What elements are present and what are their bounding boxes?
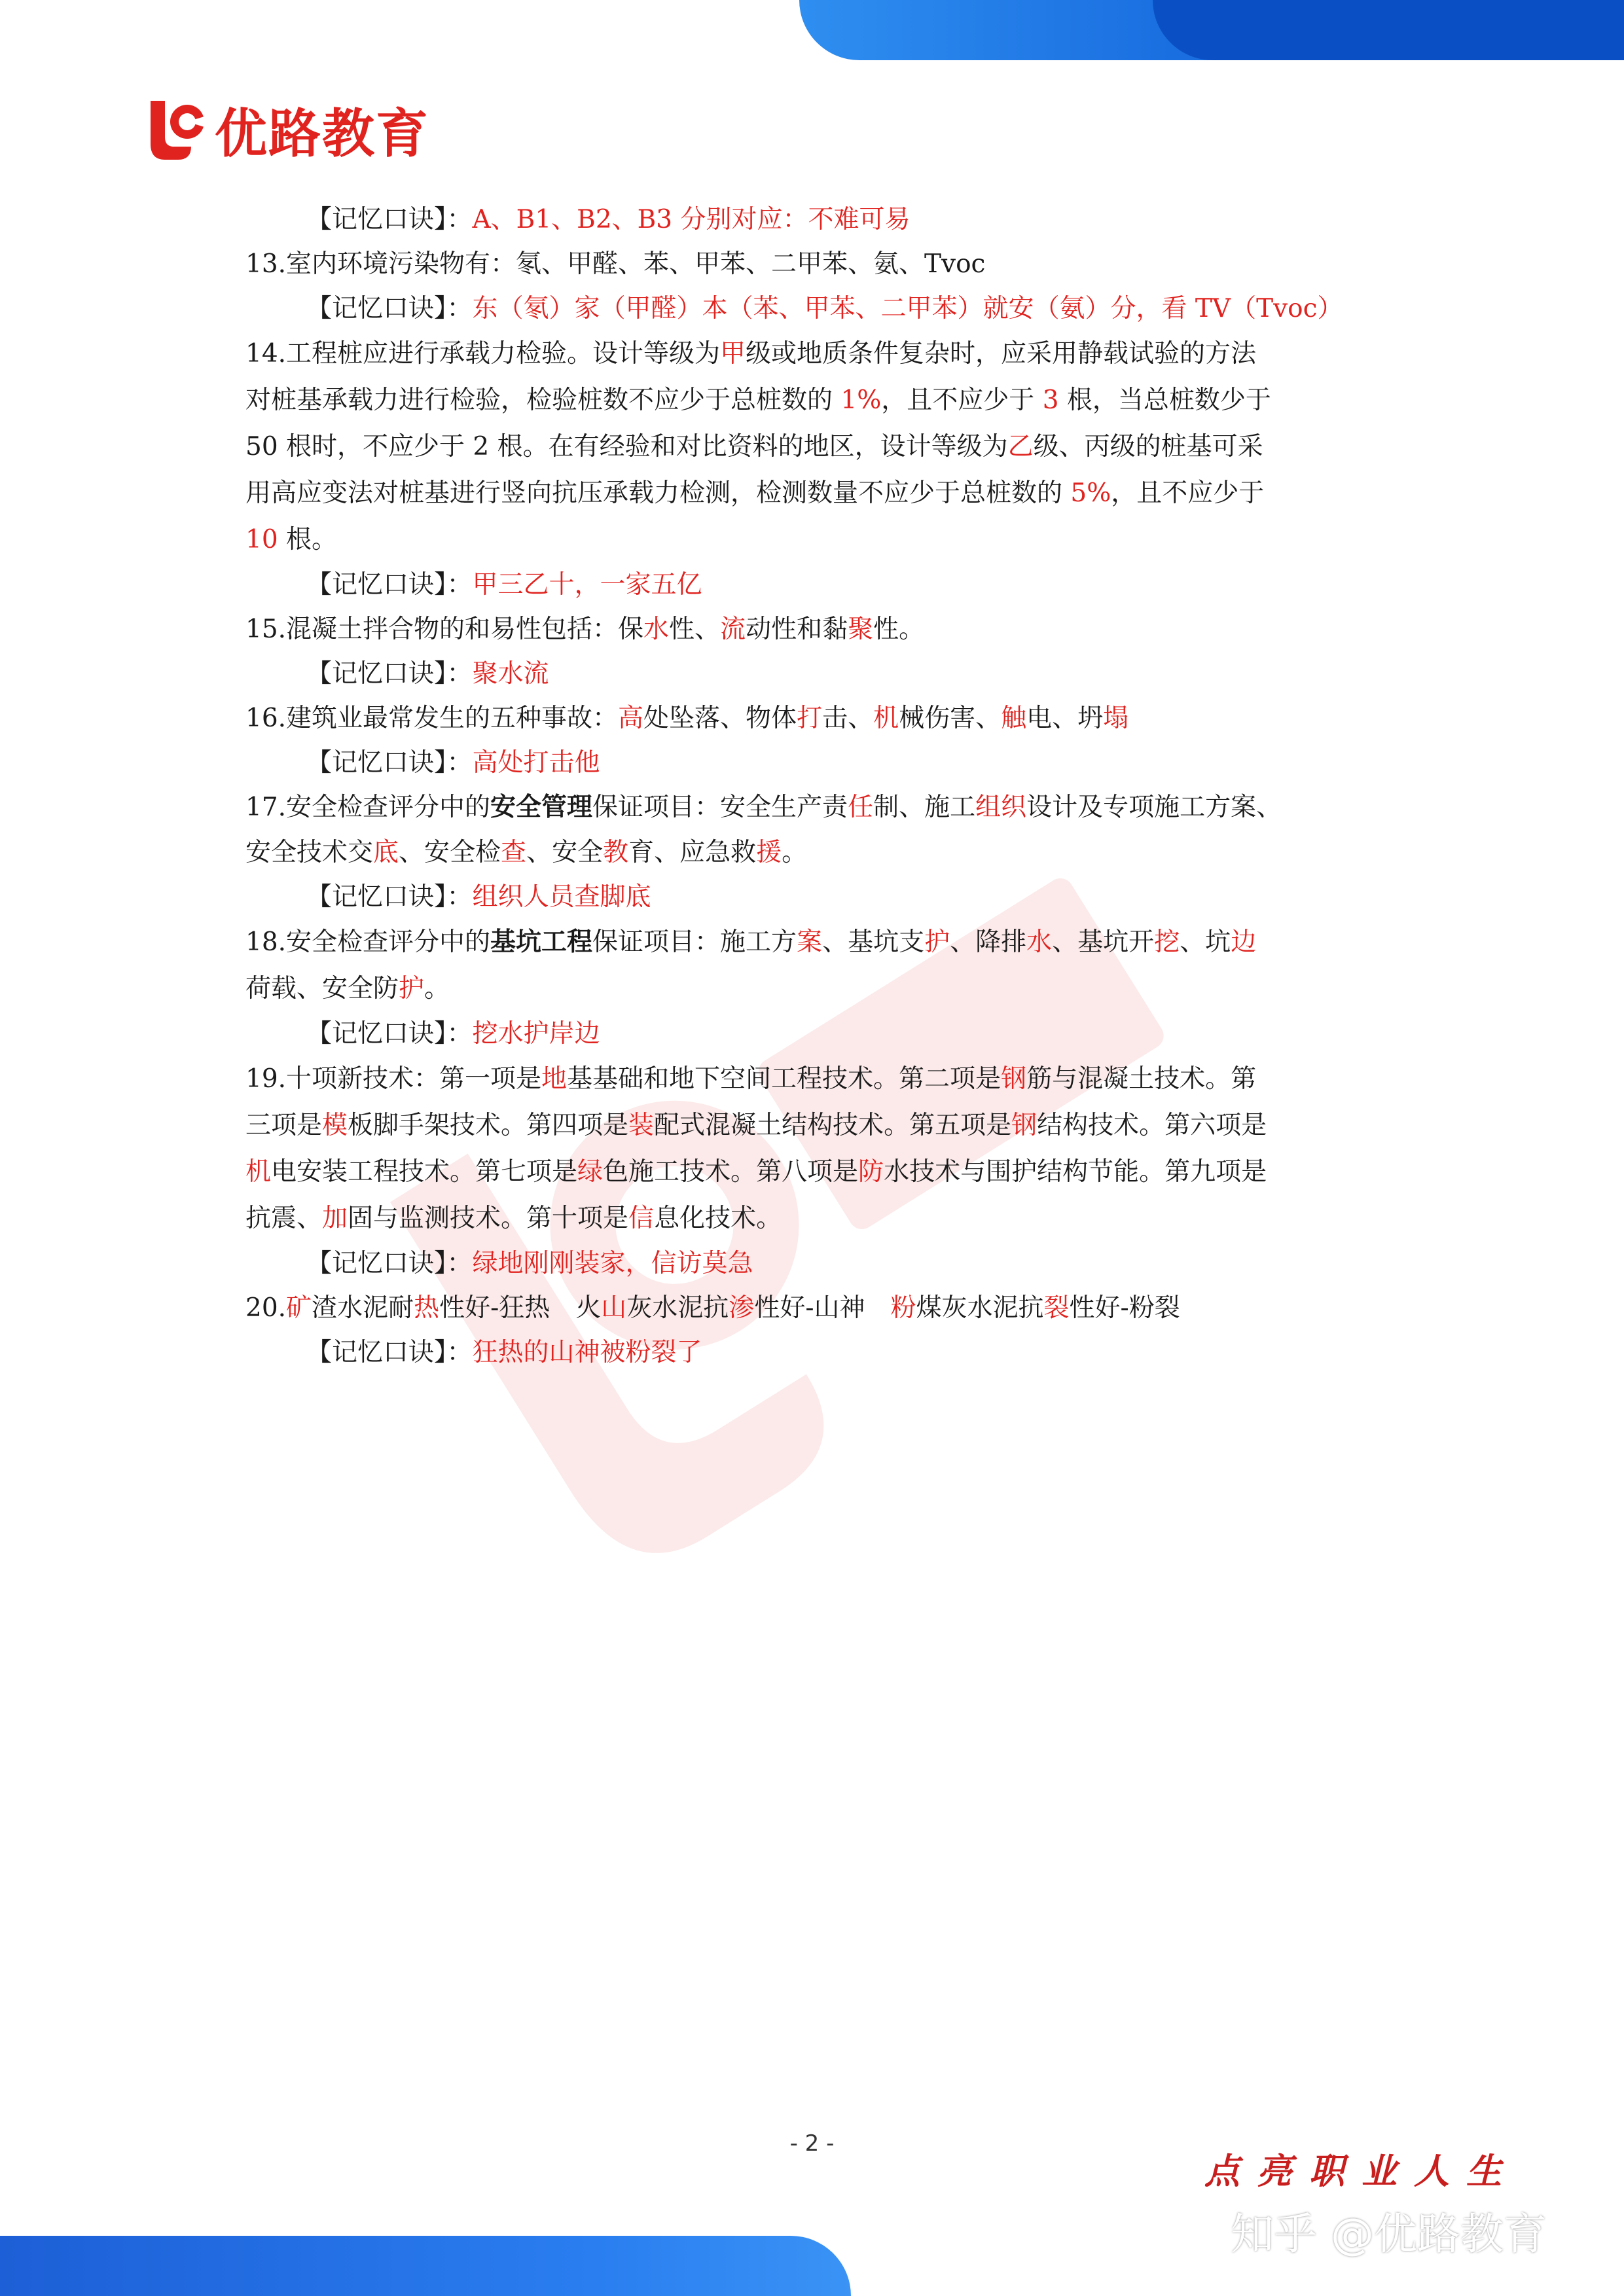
line-text: 制、施工 [873, 793, 976, 822]
highlight-text: 防 [858, 1157, 884, 1187]
footer-slogan: 点亮职业人生 [1204, 2150, 1519, 2192]
line-text: 动性和黏 [746, 615, 848, 644]
highlight-text: 打 [797, 704, 823, 733]
line-text: 18.安全检查评分中的 [245, 927, 491, 957]
mnemonic-line [245, 563, 1381, 607]
mnemonic-line [245, 287, 1381, 331]
highlight-text: 加 [322, 1204, 348, 1233]
line-text: 性好-山神 [754, 1293, 891, 1323]
line-text: 板脚手架技术。第四项是 [348, 1111, 629, 1140]
highlight-text: 甲三乙十，一家五亿 [472, 570, 702, 600]
line-text: 电安装工程技术。第七项是 [271, 1157, 578, 1187]
line-text: 渣水泥耐 [312, 1293, 414, 1323]
body-line [245, 785, 1381, 830]
line-text: 19.十项新技术：第一项是 [245, 1064, 542, 1094]
line-text: 【记忆口诀】： [306, 205, 473, 234]
line-text: 15.混凝土拌合物的和易性包括：保 [245, 615, 644, 644]
highlight-text: 机 [245, 1157, 272, 1187]
body-line [245, 919, 1381, 965]
line-text: ，且不应少于 [1111, 478, 1265, 508]
line-text: 基基础和地下空间工程技术。第二项是 [567, 1064, 1001, 1094]
bold-text: 安全管理 [490, 792, 593, 822]
highlight-text: 教 [603, 838, 629, 867]
line-text: 电、坍 [1026, 704, 1104, 733]
line-text: 。 [782, 838, 808, 867]
highlight-text: 东（氡）家（甲醛）本（苯、甲苯、二甲苯）就安（氨）分，看 TV（Tvoc） [472, 294, 1343, 323]
line-text: 设计及专项施工方案、 [1026, 793, 1282, 822]
line-text: 【记忆口诀】： [306, 882, 473, 912]
highlight-text: 挖水护岸边 [472, 1019, 600, 1049]
highlight-text: 边 [1231, 927, 1257, 957]
highlight-text: 绿 [577, 1157, 604, 1187]
line-text: 击、 [822, 704, 874, 733]
line-text: 【记忆口诀】： [306, 1338, 473, 1367]
line-text: 、基坑开 [1052, 927, 1155, 957]
brand-name: 优路教育 [215, 103, 429, 164]
body-line [245, 965, 1381, 1012]
brand-logo-icon [145, 97, 208, 162]
line-text: 性。 [873, 615, 925, 644]
line-text: 【记忆口诀】： [306, 659, 473, 689]
line-text: 水技术与围护结构节能。第九项是 [884, 1157, 1267, 1187]
highlight-text: 山 [601, 1293, 627, 1323]
highlight-text: 地 [541, 1064, 568, 1094]
line-text: 灰水泥抗 [626, 1293, 729, 1323]
highlight-text: 援 [756, 838, 782, 867]
highlight-text: 聚 [848, 615, 874, 644]
line-text: 性好-粉裂 [1069, 1293, 1180, 1323]
body-line [245, 1285, 1381, 1331]
line-text: 50 根时，不应少于 2 根。在有经验和对比资料的地区，设计等级为 [245, 432, 1008, 461]
highlight-text: 聚水流 [472, 659, 549, 689]
bold-text: 基坑工程 [490, 927, 593, 957]
highlight-text: 护 [399, 974, 425, 1003]
highlight-text: 信 [628, 1204, 655, 1233]
line-text: 17.安全检查评分中的 [245, 793, 491, 822]
highlight-text: 10 [245, 525, 278, 554]
highlight-text: 热 [414, 1293, 440, 1323]
body-line [245, 1056, 1381, 1102]
line-text: 16.建筑业最常发生的五种事故： [245, 704, 619, 733]
line-text: 级或地质条件复杂时，应采用静载试验的方法 [746, 339, 1257, 368]
line-text: 20. [245, 1293, 287, 1323]
line-text: ，且不应少于 [881, 386, 1043, 415]
line-text: 13.室内环境污染物有：氡、甲醛、苯、甲苯、二甲苯、氨、Tvoc [245, 249, 986, 279]
line-text: 育、应急救 [628, 838, 757, 867]
highlight-text: 钢 [1011, 1111, 1038, 1140]
highlight-text: 装 [628, 1111, 655, 1140]
mnemonic-line [245, 1012, 1381, 1056]
line-text: 对桩基承载力进行检验，检验桩数不应少于总桩数的 [245, 386, 841, 415]
highlight-text: 渗 [729, 1293, 755, 1323]
header-blue-band [799, 0, 1624, 60]
highlight-text: 甲 [720, 339, 746, 368]
body-line [245, 423, 1381, 470]
highlight-text: 钢 [1001, 1064, 1027, 1094]
highlight-text: 高处打击他 [472, 748, 600, 778]
brand-logo [145, 92, 429, 167]
line-text: 安全技术交 [245, 838, 374, 867]
line-text: 结构技术。第六项是 [1037, 1111, 1267, 1140]
highlight-text: 水 [1026, 927, 1053, 957]
highlight-text: 5% [1070, 478, 1111, 508]
line-text: 械伤害、 [899, 704, 1001, 733]
highlight-text: 水 [643, 615, 670, 644]
mnemonic-line [245, 1331, 1381, 1374]
body-line [245, 1195, 1381, 1242]
line-text: 根。 [278, 525, 338, 554]
line-text: 【记忆口诀】： [306, 1249, 473, 1278]
header-blue-band-dark [1153, 0, 1624, 60]
line-text: 性、 [669, 615, 721, 644]
line-text: 、坑 [1180, 927, 1231, 957]
highlight-text: 模 [322, 1111, 348, 1140]
highlight-text: 裂 [1043, 1293, 1070, 1323]
body-line [245, 516, 1381, 563]
line-text: 保证项目：安全生产责 [592, 793, 848, 822]
line-text: 三项是 [245, 1111, 323, 1140]
body-line [245, 470, 1381, 516]
highlight-text: 3 [1042, 386, 1059, 415]
highlight-text: 案 [797, 927, 823, 957]
highlight-text: 组织人员查脚底 [472, 882, 651, 912]
line-text: 【记忆口诀】： [306, 570, 473, 600]
highlight-text: 塌 [1103, 704, 1129, 733]
body-line [245, 1149, 1381, 1195]
line-text: 处坠落、物体 [643, 704, 797, 733]
line-text: 。 [424, 974, 450, 1003]
line-text: 【记忆口诀】： [306, 1019, 473, 1049]
line-text: 保证项目：施工方 [592, 927, 797, 957]
page-number: - 2 - [789, 2130, 835, 2157]
line-text: 荷载、安全防 [245, 974, 399, 1003]
highlight-text: 乙 [1007, 432, 1034, 461]
footer-blue-band [0, 2236, 851, 2296]
highlight-text: 底 [373, 838, 399, 867]
zhihu-watermark: 知乎 @优路教育 [1231, 2209, 1547, 2259]
mnemonic-line [245, 652, 1381, 696]
highlight-text: 护 [924, 927, 950, 957]
line-text: 、基坑支 [822, 927, 925, 957]
highlight-text: 高 [618, 704, 644, 733]
line-text: 性好-狂热 火 [439, 1293, 602, 1323]
body-line [245, 607, 1381, 652]
body-line [245, 830, 1381, 875]
line-text: 固与监测技术。第十项是 [348, 1204, 629, 1233]
mnemonic-line [245, 1242, 1381, 1285]
line-text: 根，当总桩数少于 [1058, 386, 1271, 415]
mnemonic-line [245, 741, 1381, 785]
body-line [245, 377, 1381, 423]
line-text: 息化技术。 [654, 1204, 782, 1233]
line-text: 色施工技术。第八项是 [603, 1157, 859, 1187]
line-text: 、安全检 [399, 838, 501, 867]
line-text: 筋与混凝土技术。第 [1026, 1064, 1257, 1094]
highlight-text: 流 [720, 615, 746, 644]
highlight-text: 矿 [286, 1293, 312, 1323]
mnemonic-line [245, 875, 1381, 919]
line-text: 用高应变法对桩基进行竖向抗压承载力检测，检测数量不应少于总桩数的 [245, 478, 1071, 508]
highlight-text: 任 [848, 793, 874, 822]
highlight-text: 查 [501, 838, 527, 867]
highlight-text: 组织 [975, 793, 1027, 822]
line-text: 级、丙级的桩基可采 [1033, 432, 1263, 461]
body-line [245, 331, 1381, 377]
line-text: 配式混凝土结构技术。第五项是 [654, 1111, 1012, 1140]
line-text: 【记忆口诀】： [306, 294, 473, 323]
highlight-text: 挖 [1154, 927, 1180, 957]
highlight-text: 狂热的山神被粉裂了 [472, 1338, 702, 1367]
highlight-text: 1% [840, 386, 882, 415]
highlight-text: 绿地刚刚装家，信访莫急 [472, 1249, 753, 1278]
body-line [245, 696, 1381, 741]
highlight-text: 触 [1001, 704, 1027, 733]
highlight-text: 粉 [890, 1293, 916, 1323]
document-body [245, 198, 1381, 1374]
highlight-text: 机 [873, 704, 899, 733]
body-line [245, 242, 1381, 287]
line-text: 【记忆口诀】： [306, 748, 473, 778]
body-line [245, 1102, 1381, 1149]
mnemonic-line [245, 198, 1381, 242]
line-text: 14.工程桩应进行承载力检验。设计等级为 [245, 339, 721, 368]
line-text: 抗震、 [245, 1204, 323, 1233]
line-text: 煤灰水泥抗 [916, 1293, 1044, 1323]
line-text: 、降排 [950, 927, 1027, 957]
highlight-text: A、B1、B2、B3 分别对应：不难可易 [472, 205, 911, 234]
line-text: 、安全 [526, 838, 604, 867]
